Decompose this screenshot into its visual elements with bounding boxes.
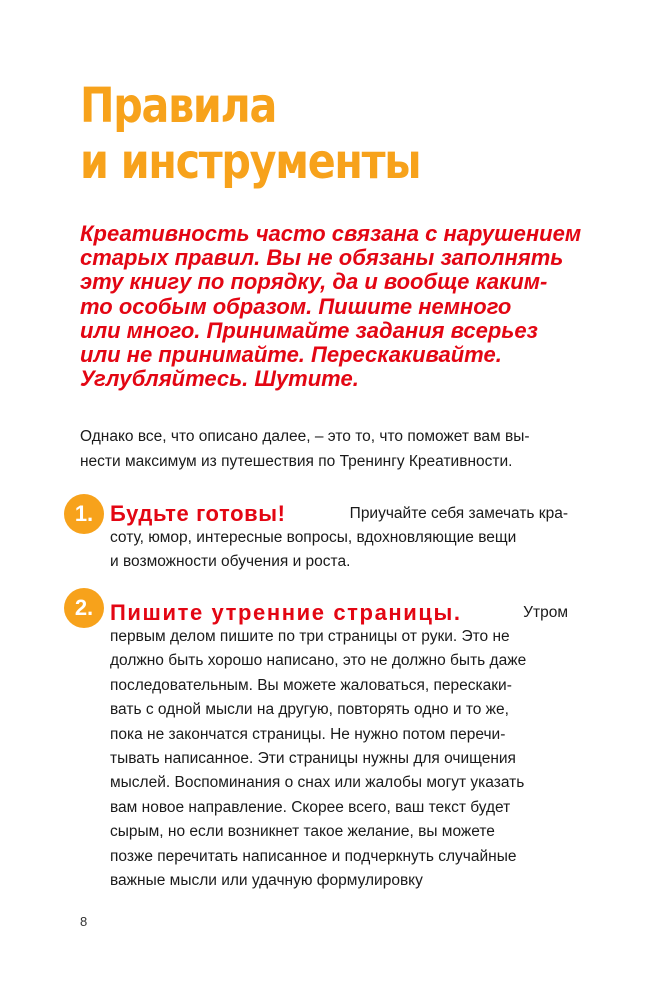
rule-item-1 bbox=[110, 496, 568, 575]
rule-item-2 bbox=[110, 595, 568, 893]
item-first-line bbox=[110, 496, 568, 526]
item-line: вать с одной мысли на другую, повторять одно и то же, bbox=[110, 701, 509, 719]
intro-line: или много. Принимайте задания всерьез bbox=[80, 317, 538, 343]
item-heading: Будьте готовы! bbox=[110, 500, 286, 526]
title-line-2: и инструменты bbox=[80, 134, 421, 190]
item-line: соту, юмор, интересные вопросы, вдохновляющие вещи bbox=[110, 529, 517, 546]
item-first-line bbox=[110, 595, 568, 625]
item-line: важные мысли или удачную формулировку bbox=[110, 872, 423, 890]
page-title bbox=[80, 78, 420, 190]
item-text: Утром bbox=[523, 603, 568, 621]
item-number-badge-1: 1. bbox=[64, 494, 104, 534]
item-line: первым делом пишите по три страницы от руки. Это не bbox=[110, 628, 510, 645]
intro-line: Креативность часто связана с нарушением bbox=[80, 221, 582, 246]
item-line: должно быть хорошо написано, это не должно быть даже bbox=[110, 652, 527, 670]
paragraph-line: нести максимум из путешествия по Тренингу Креативности. bbox=[80, 453, 513, 470]
title-line-1: Правила bbox=[80, 78, 277, 134]
item-line: вам новое направление. Скорее всего, ваш текст будет bbox=[110, 798, 511, 816]
paragraph-line: Однако все, что описано далее, – это то, что поможет вам вы- bbox=[80, 428, 530, 445]
intro-line: или не принимайте. Перескакивайте. bbox=[80, 342, 502, 368]
intro-line: эту книгу по порядку, да и вообще каким- bbox=[80, 269, 548, 295]
item-number-badge-2: 2. bbox=[64, 588, 104, 628]
item-text: Приучайте себя замечать кра- bbox=[349, 504, 568, 522]
item-line: пока не закончатся страницы. Не нужно потом перечи- bbox=[110, 725, 506, 743]
item-line: сырым, но если возникнет такое желание, вы можете bbox=[110, 823, 495, 841]
intro-line: старых правил. Вы не обязаны заполнять bbox=[80, 245, 564, 271]
item-line: позже перечитать написанное и подчеркнуть случайные bbox=[110, 847, 517, 865]
item-line: мыслей. Воспоминания о снах или жалобы могут указать bbox=[110, 774, 525, 792]
item-line: тывать написанное. Эти страницы нужны для очищения bbox=[110, 750, 516, 768]
intro-line: то особым образом. Пишите немного bbox=[80, 293, 512, 319]
intro-line: Углубляйтесь. Шутите. bbox=[80, 366, 359, 392]
intro-callout bbox=[80, 221, 582, 392]
body-paragraph bbox=[80, 424, 570, 474]
item-line: последовательным. Вы можете жаловаться, перескаки- bbox=[110, 676, 512, 694]
page-number: 8 bbox=[80, 914, 88, 929]
item-heading: Пишите утренние страницы. bbox=[110, 599, 462, 625]
item-line: и возможности обучения и роста. bbox=[110, 553, 351, 571]
